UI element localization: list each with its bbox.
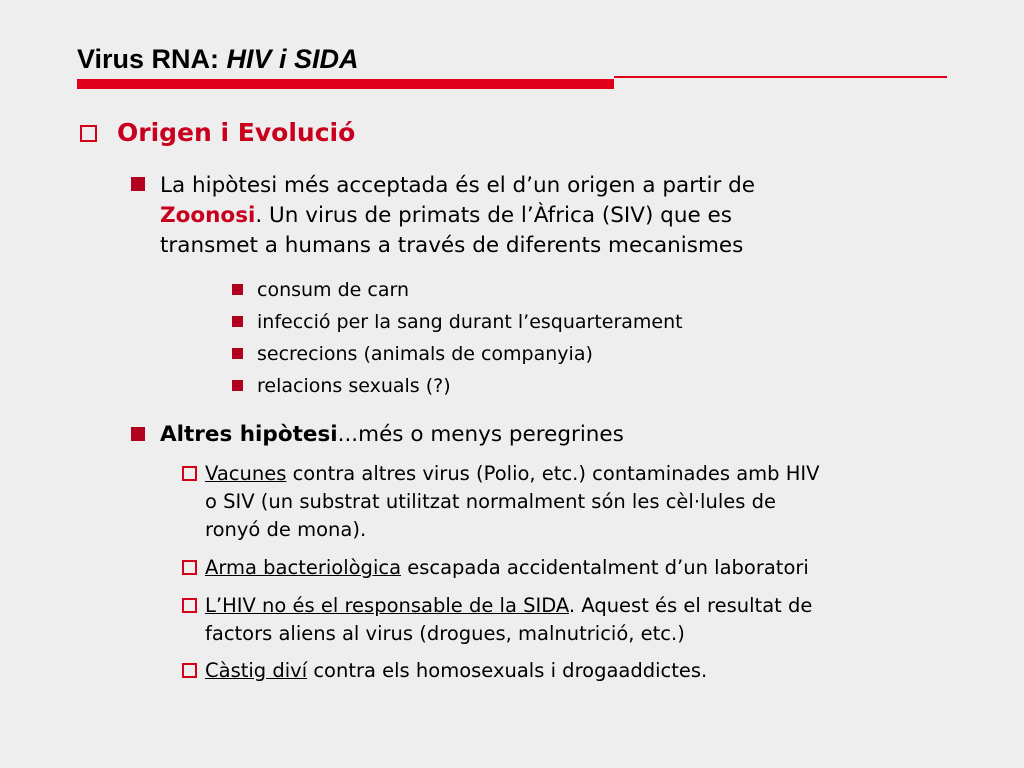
- square-bullet-icon: [232, 380, 243, 391]
- mechanism-item: infecció per la sang durant l’esquarterament: [257, 311, 683, 333]
- hollow-square-bullet-icon: [182, 560, 197, 575]
- square-bullet-icon: [131, 177, 145, 191]
- mechanism-item: consum de carn: [257, 279, 409, 301]
- paragraph-1-line-1: La hipòtesi més acceptada és el d’un origen a partir de: [160, 173, 756, 198]
- title-underline-thin: [614, 76, 947, 78]
- hypothesis-1-line-1: [205, 460, 820, 488]
- square-bullet-icon: [131, 427, 145, 441]
- hypothesis-text: escapada accidentalment d’un laboratori: [401, 556, 809, 579]
- hypothesis-text: contra altres virus (Polio, etc.) contaminades amb HIV: [286, 462, 820, 485]
- slide-title: [77, 44, 359, 75]
- paragraph-1-line-2-text: . Un virus de primats de l’Àfrica (SIV) que es: [255, 203, 732, 228]
- paragraph-1-line-2: [160, 201, 732, 231]
- altres-hipotesi-term: Altres hipòtesi: [160, 422, 338, 447]
- title-underline-thick: [77, 79, 614, 89]
- hollow-square-bullet-icon: [182, 663, 197, 678]
- square-bullet-icon: [232, 348, 243, 359]
- hypothesis-text: contra els homosexuals i drogaaddictes.: [307, 659, 708, 682]
- hypothesis-term: L’HIV no és el responsable de la SIDA: [205, 594, 569, 617]
- hypothesis-2-line-1: [205, 554, 809, 582]
- paragraph-2: [160, 420, 624, 450]
- hypothesis-text: . Aquest és el resultat de: [568, 594, 813, 617]
- zoonosi-term: Zoonosi: [160, 203, 256, 228]
- hypothesis-term: Càstig diví: [205, 659, 308, 682]
- hypothesis-term: Arma bacteriològica: [205, 556, 402, 579]
- hypothesis-4-line-1: [205, 657, 707, 685]
- square-bullet-icon: [232, 284, 243, 295]
- hollow-square-bullet-icon: [80, 125, 97, 142]
- hollow-square-bullet-icon: [182, 598, 197, 613]
- section-heading: Origen i Evolució: [117, 118, 356, 147]
- hypothesis-3-line-1: [205, 592, 812, 620]
- hypothesis-term: Vacunes: [205, 462, 287, 485]
- hypothesis-3-line-2: factors aliens al virus (drogues, malnutrició, etc.): [205, 622, 685, 645]
- mechanism-item: secrecions (animals de companyia): [257, 343, 593, 365]
- hollow-square-bullet-icon: [182, 466, 197, 481]
- mechanism-item: relacions sexuals (?): [257, 375, 451, 397]
- hypothesis-1-line-2: o SIV (un substrat utilitzat normalment són les cèl·lules de: [205, 490, 776, 513]
- paragraph-1-line-3: transmet a humans a través de diferents mecanismes: [160, 233, 744, 258]
- paragraph-2-text: ...més o menys peregrines: [337, 422, 624, 447]
- hypothesis-1-line-3: ronyó de mona).: [205, 518, 367, 541]
- title-prefix: Virus RNA:: [77, 44, 227, 74]
- square-bullet-icon: [232, 316, 243, 327]
- title-italic: HIV i SIDA: [226, 44, 359, 74]
